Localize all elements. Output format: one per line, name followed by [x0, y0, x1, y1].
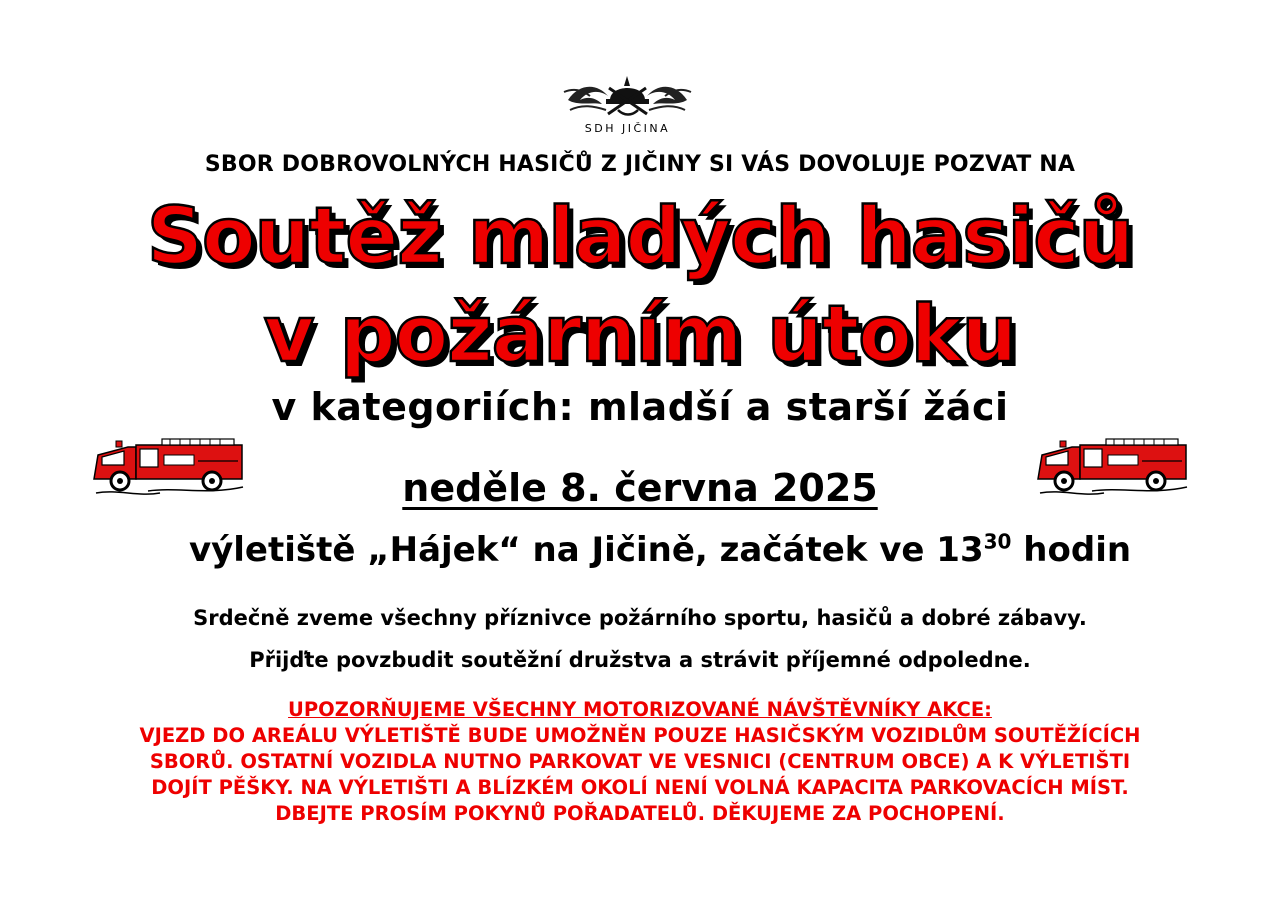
event-title-line-2: v požárním útoku: [263, 290, 1017, 380]
parking-notice-line: VJEZD DO AREÁLU VÝLETIŠTĚ BUDE UMOŽNĚN POUZE HASIČSKÝM VOZIDLŮM SOUTĚŽÍCÍCH: [139, 724, 1141, 747]
parking-notice-heading: UPOZORŇUJEME VŠECHNY MOTORIZOVANÉ NÁVŠTĚVNÍKY AKCE:: [288, 698, 992, 721]
event-place: [20, 530, 1280, 570]
logo-text: SDH JIČINA: [584, 122, 671, 135]
parking-notice-line: DOJÍT PĚŠKY. NA VÝLETIŠTI A BLÍZKÉM OKOLÍ NENÍ VOLNÁ KAPACITA PARKOVACÍCH MÍST.: [151, 776, 1129, 799]
invitation-paragraph-1: Srdečně zveme všechny příznivce požárního sportu, hasičů a dobré zábavy.: [193, 606, 1087, 630]
place-text: výletiště „Hájek“ na Jičině, začátek ve 13: [188, 530, 984, 570]
parking-notice-body: [40, 723, 1240, 827]
invitation-paragraph-2: Přijďte povzbudit soutěžní družstva a strávit příjemné odpoledne.: [249, 648, 1031, 672]
parking-notice-line: SBORŮ. OSTATNÍ VOZIDLA NUTNO PARKOVAT VE VESNICI (CENTRUM OBCE) A K VÝLETIŠTI: [149, 750, 1131, 773]
invite-line: SBOR DOBROVOLNÝCH HASIČŮ Z JIČINY SI VÁS DOVOLUJE POZVAT NA: [204, 152, 1076, 177]
parking-notice-line: DBEJTE PROSÍM POKYNŮ POŘADATELŮ. DĚKUJEME ZA POCHOPENÍ.: [275, 802, 1005, 825]
place-suffix: hodin: [1011, 530, 1132, 570]
sdh-logo: [560, 70, 695, 122]
categories-line: v kategoriích: mladší a starší žáci: [271, 385, 1009, 429]
start-time-minutes: 30: [983, 529, 1012, 554]
fire-helmet-crest-icon: [560, 70, 695, 122]
event-title-line-1: Soutěž mladých hasičů: [146, 192, 1134, 282]
event-date: neděle 8. června 2025: [402, 466, 878, 510]
